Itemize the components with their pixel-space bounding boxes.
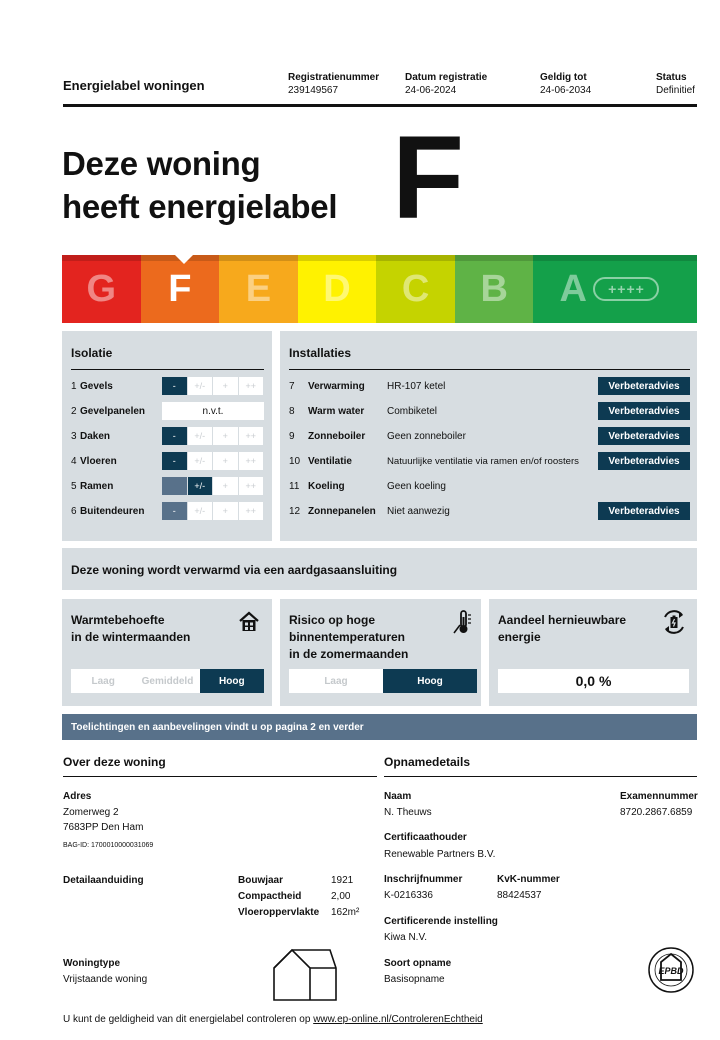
option-hoog: Hoog xyxy=(200,669,264,693)
header-value: Definitief xyxy=(656,85,695,96)
rating-plus: + xyxy=(213,377,239,395)
row-name: Warm water xyxy=(308,405,365,417)
detached-house-icon xyxy=(272,948,338,1002)
segment-letter: A xyxy=(559,267,587,310)
risico-scale xyxy=(289,669,477,693)
house-icon xyxy=(238,611,260,633)
row-name: Koeling xyxy=(308,480,345,492)
row-name: Daken xyxy=(80,430,111,442)
soort-opname-value: Basisopname xyxy=(384,974,445,985)
naam-value: N. Theuws xyxy=(384,807,432,818)
gas-connection-text: Deze woning wordt verwarmd via een aardgasaansluiting xyxy=(71,563,398,577)
header-datum-registratie xyxy=(405,72,487,96)
rating-scale xyxy=(162,452,264,470)
row-number: 2 xyxy=(71,405,77,417)
rating-plusplus: ++ xyxy=(239,427,265,445)
row-number: 3 xyxy=(71,430,77,442)
adres-city: 7683PP Den Ham xyxy=(63,822,144,833)
label-segment-e xyxy=(219,255,298,323)
title-line: in de zomermaanden xyxy=(289,647,409,661)
header-value: 24-06-2034 xyxy=(540,85,592,96)
inschrijfnummer-label: Inschrijfnummer xyxy=(384,874,463,885)
headline xyxy=(62,142,337,228)
option-laag: Laag xyxy=(289,669,383,693)
rating-plus: + xyxy=(213,477,239,495)
woningtype-label: Woningtype xyxy=(63,958,121,969)
rating-plusminus: +/- xyxy=(188,427,214,445)
verbeteradvies-button[interactable]: Verbeteradvies xyxy=(598,502,690,520)
row-number: 1 xyxy=(71,380,77,392)
document-title: Energielabel woningen xyxy=(63,78,205,93)
rating-minus: - xyxy=(162,377,188,395)
installaties-title: Installaties xyxy=(289,346,352,360)
label-segment-d xyxy=(298,255,377,323)
thermometer-icon xyxy=(452,609,474,635)
rating-minus: - xyxy=(162,477,188,495)
row-name: Gevelpanelen xyxy=(80,405,146,417)
gas-connection-panel xyxy=(62,548,697,590)
row-name: Ramen xyxy=(80,480,114,492)
kvk-value: 88424537 xyxy=(497,890,542,901)
title-line: Warmtebehoefte xyxy=(71,613,165,627)
row-value: Natuurlijke ventilatie via ramen en/of roosters xyxy=(387,455,579,467)
segment-letter: D xyxy=(323,267,351,310)
isolatie-row-daken xyxy=(71,427,264,445)
isolatie-row-gevelpanelen xyxy=(71,402,264,420)
verification-link[interactable]: www.ep-online.nl/ControlerenEchtheid xyxy=(313,1014,483,1025)
headline-line-2: heeft energielabel xyxy=(62,188,338,225)
verbeteradvies-button[interactable]: Verbeteradvies xyxy=(598,377,690,395)
rating-plusplus: ++ xyxy=(239,477,265,495)
rating-plusminus: +/- xyxy=(188,452,214,470)
a-plus-indicator: ++++ xyxy=(593,277,659,301)
rating-plusplus: ++ xyxy=(239,502,265,520)
inschrijfnummer-value: K-0216336 xyxy=(384,890,433,901)
header-geldig-tot xyxy=(540,72,591,96)
header-label: Status xyxy=(656,72,687,83)
adres-label: Adres xyxy=(63,791,92,802)
not-applicable-value: n.v.t. xyxy=(162,402,264,420)
adres-street: Zomerweg 2 xyxy=(63,807,119,818)
hernieuwbaar-value: 0,0 % xyxy=(498,669,689,693)
header-status xyxy=(656,72,695,96)
row-number: 12 xyxy=(289,505,301,517)
energy-label-letter: F xyxy=(392,112,465,244)
title-line: binnentemperaturen xyxy=(289,630,406,644)
rating-plusminus: +/- xyxy=(188,377,214,395)
segment-letter: F xyxy=(168,267,192,310)
over-woning-divider xyxy=(63,776,377,777)
rating-minus: - xyxy=(162,427,188,445)
installatie-row-ventilatie xyxy=(289,452,690,470)
label-segment-a xyxy=(533,255,697,323)
row-number: 5 xyxy=(71,480,77,492)
rating-plus: + xyxy=(213,452,239,470)
energy-label-scale xyxy=(62,255,697,323)
row-number: 4 xyxy=(71,455,77,467)
headline-line-1: Deze woning xyxy=(62,145,261,182)
installaties-divider xyxy=(289,369,690,370)
info-banner: Toelichtingen en aanbevelingen vindt u op pagina 2 en verder xyxy=(62,714,697,740)
row-value: Niet aanwezig xyxy=(387,505,450,517)
warmtebehoefte-panel xyxy=(62,599,272,706)
header-label: Geldig tot xyxy=(540,72,587,83)
row-number: 10 xyxy=(289,455,301,467)
option-gemiddeld: Gemiddeld xyxy=(135,669,199,693)
rating-plus: + xyxy=(213,427,239,445)
isolatie-title: Isolatie xyxy=(71,346,113,360)
vloeroppervlakte-label: Vloeroppervlakte xyxy=(238,907,320,918)
label-segment-b xyxy=(455,255,534,323)
rating-plusminus: +/- xyxy=(188,477,214,495)
row-value: Geen koeling xyxy=(387,480,446,492)
certificerende-instelling-value: Kiwa N.V. xyxy=(384,932,427,943)
label-segment-c xyxy=(376,255,455,323)
rating-scale xyxy=(162,502,264,520)
rating-scale xyxy=(162,377,264,395)
header-label: Datum registratie xyxy=(405,72,488,83)
row-name: Zonnepanelen xyxy=(308,505,376,517)
verbeteradvies-button[interactable]: Verbeteradvies xyxy=(598,427,690,445)
row-name: Vloeren xyxy=(80,455,117,467)
footer-text: U kunt de geldigheid van dit energielabel controleren op xyxy=(63,1014,311,1025)
examennummer-label: Examennummer xyxy=(620,791,698,802)
row-name: Verwarming xyxy=(308,380,365,392)
compactheid-label: Compactheid xyxy=(238,891,302,902)
installatie-row-zonnepanelen xyxy=(289,502,690,520)
examennummer-value: 8720.2867.6859 xyxy=(620,807,693,818)
soort-opname-label: Soort opname xyxy=(384,958,452,969)
segment-letter: B xyxy=(480,267,508,310)
opnamedetails-title: Opnamedetails xyxy=(384,755,471,769)
installatie-row-zonneboiler xyxy=(289,427,690,445)
isolatie-row-vloeren xyxy=(71,452,264,470)
bouwjaar-label: Bouwjaar xyxy=(238,875,284,886)
row-number: 8 xyxy=(289,405,295,417)
epbd-seal-icon xyxy=(645,946,697,994)
row-name: Buitendeuren xyxy=(80,505,145,517)
compactheid-value: 2,00 xyxy=(331,891,351,902)
risico-panel xyxy=(280,599,481,706)
label-segment-f xyxy=(141,255,220,323)
installatie-row-koeling xyxy=(289,477,690,495)
opnamedetails-divider xyxy=(384,776,697,777)
active-label-pointer xyxy=(174,254,194,264)
footer-verification xyxy=(63,1014,483,1025)
verbeteradvies-button[interactable]: Verbeteradvies xyxy=(598,452,690,470)
row-number: 9 xyxy=(289,430,295,442)
header-value: 24-06-2024 xyxy=(405,85,457,96)
row-value: HR-107 ketel xyxy=(387,380,446,392)
over-woning-title: Over deze woning xyxy=(63,755,166,769)
isolatie-row-buitendeuren xyxy=(71,502,264,520)
detailaanduiding-label: Detailaanduiding xyxy=(63,875,144,886)
title-line: energie xyxy=(498,630,541,644)
bag-id: BAG-ID: 1700010000031069 xyxy=(63,842,154,849)
rating-plusplus: ++ xyxy=(239,377,265,395)
row-value: Combiketel xyxy=(387,405,438,417)
rating-scale xyxy=(162,427,264,445)
row-number: 7 xyxy=(289,380,295,392)
isolatie-row-ramen xyxy=(71,477,264,495)
isolatie-divider xyxy=(71,369,264,370)
installatie-row-verwarming xyxy=(289,377,690,395)
header-registratienummer xyxy=(288,72,379,96)
segment-letter: C xyxy=(401,267,430,310)
row-number: 6 xyxy=(71,505,77,517)
segment-letter: E xyxy=(245,267,272,310)
rating-plusminus: +/- xyxy=(188,502,214,520)
rating-scale xyxy=(162,477,264,495)
isolatie-row-gevels xyxy=(71,377,264,395)
seal-text: EPBD xyxy=(658,966,684,976)
title-line: Aandeel hernieuwbare xyxy=(498,613,627,627)
row-name: Gevels xyxy=(80,380,113,392)
rating-minus: - xyxy=(162,452,188,470)
vloeroppervlakte-value: 162m² xyxy=(331,907,360,918)
kvk-label: KvK-nummer xyxy=(497,874,560,885)
hernieuwbaar-title xyxy=(498,612,626,646)
title-line: Risico op hoge xyxy=(289,613,376,627)
row-number: 11 xyxy=(289,480,300,492)
header-divider xyxy=(63,104,697,107)
woningtype-value: Vrijstaande woning xyxy=(63,974,148,985)
header-value: 239149567 xyxy=(288,85,339,96)
option-hoog: Hoog xyxy=(383,669,477,693)
verbeteradvies-button[interactable]: Verbeteradvies xyxy=(598,402,690,420)
rating-plus: + xyxy=(213,502,239,520)
title-line: in de wintermaanden xyxy=(71,630,191,644)
risico-title xyxy=(289,612,408,663)
certificaathouder-label: Certificaathouder xyxy=(384,832,467,843)
segment-letter: G xyxy=(86,267,117,310)
renewable-battery-icon xyxy=(660,608,688,636)
certificaathouder-value: Renewable Partners B.V. xyxy=(384,849,496,860)
hernieuwbaar-panel xyxy=(489,599,697,706)
naam-label: Naam xyxy=(384,791,412,802)
row-name: Zonneboiler xyxy=(308,430,366,442)
warmtebehoefte-scale xyxy=(71,669,264,693)
option-laag: Laag xyxy=(71,669,135,693)
installatie-row-warm-water xyxy=(289,402,690,420)
header-label: Registratienummer xyxy=(288,72,380,83)
row-name: Ventilatie xyxy=(308,455,352,467)
label-segment-g xyxy=(62,255,141,323)
rating-minus: - xyxy=(162,502,188,520)
warmtebehoefte-title xyxy=(71,612,190,646)
row-value: Geen zonneboiler xyxy=(387,430,466,442)
certificerende-instelling-label: Certificerende instelling xyxy=(384,916,498,927)
bouwjaar-value: 1921 xyxy=(331,875,354,886)
rating-plusplus: ++ xyxy=(239,452,265,470)
